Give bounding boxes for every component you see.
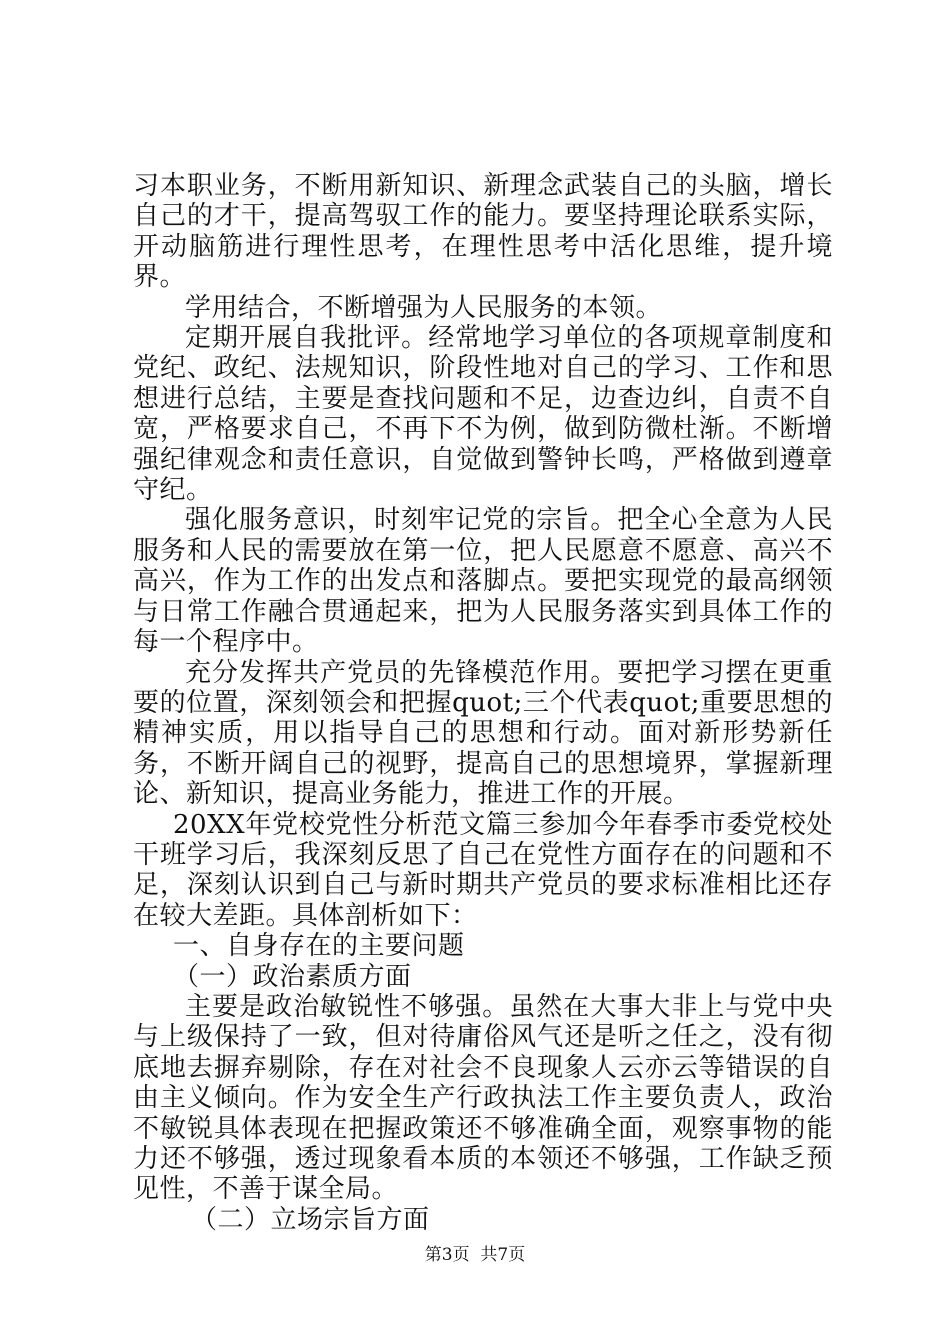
- subsection-heading-political-quality: （一）政治素质方面: [173, 961, 412, 992]
- paragraph-continuation: 习本职业务，不断用新知识、新理念武装自己的头脑，增长自己的才干，提高驾驭工作的能力。要坚持理论联系实际，开动脑筋进行理性思考，在理性思考中活化思维，提升境界。: [133, 171, 833, 293]
- paragraph-party-analysis-intro: 20XX年党校党性分析范文篇三参加今年春季市委党校处干班学习后，我深刻反思了自己在党性方面存在的问题和不足，深刻认识到自己与新时期共产党员的要求标准相比还存在较大差距。具体剖析如下：: [133, 809, 833, 931]
- paragraph-vanguard-role: 充分发挥共产党员的先锋模范作用。要把学习摆在更重要的位置，深刻领会和把握quot;三个代表quot;重要思想的精神实质，用以指导自己的思想和行动。面对新形势新任务，不断开阔自己的视野，提高自己的思想境界，掌握新理论、新知识，提高业务能力，推进工作的开展。: [133, 657, 833, 810]
- section-heading-main-problems: 一、自身存在的主要问题: [173, 931, 465, 962]
- page-footer: [0, 1244, 950, 1266]
- paragraph-service-awareness: 强化服务意识，时刻牢记党的宗旨。把全心全意为人民服务和人民的需要放在第一位，把人民愿意不愿意、高兴不高兴，作为工作的出发点和落脚点。要把实现党的最高纲领与日常工作融合贯通起来，把为人民服务落实到具体工作的每一个程序中。: [133, 505, 833, 658]
- subsection-heading-stance-purpose: （二）立场宗旨方面: [191, 1204, 430, 1235]
- paragraph-study-application: 学用结合，不断增强为人民服务的本领。: [185, 292, 663, 323]
- page-number-label: 第3页 共7页: [424, 1245, 526, 1265]
- document-body: [133, 171, 833, 1235]
- paragraph-self-criticism: 定期开展自我批评。经常地学习单位的各项规章制度和党纪、政纪、法规知识，阶段性地对自己的学习、工作和思想进行总结，主要是查找问题和不足，边查边纠，自责不自宽，严格要求自己，不再下不为例，做到防微杜渐。不断增强纪律观念和责任意识，自觉做到警钟长鸣，严格做到遵章守纪。: [133, 323, 833, 506]
- paragraph-political-quality: 主要是政治敏锐性不够强。虽然在大事大非上与党中央与上级保持了一致，但对待庸俗风气还是听之任之，没有彻底地去摒弃剔除，存在对社会不良现象人云亦云等错误的自由主义倾向。作为安全生产行政执法工作主要负责人，政治不敏锐具体表现在把握政策还不够准确全面，观察事物的能力还不够强，透过现象看本质的本领还不够强，工作缺乏预见性，不善于谋全局。: [133, 991, 833, 1205]
